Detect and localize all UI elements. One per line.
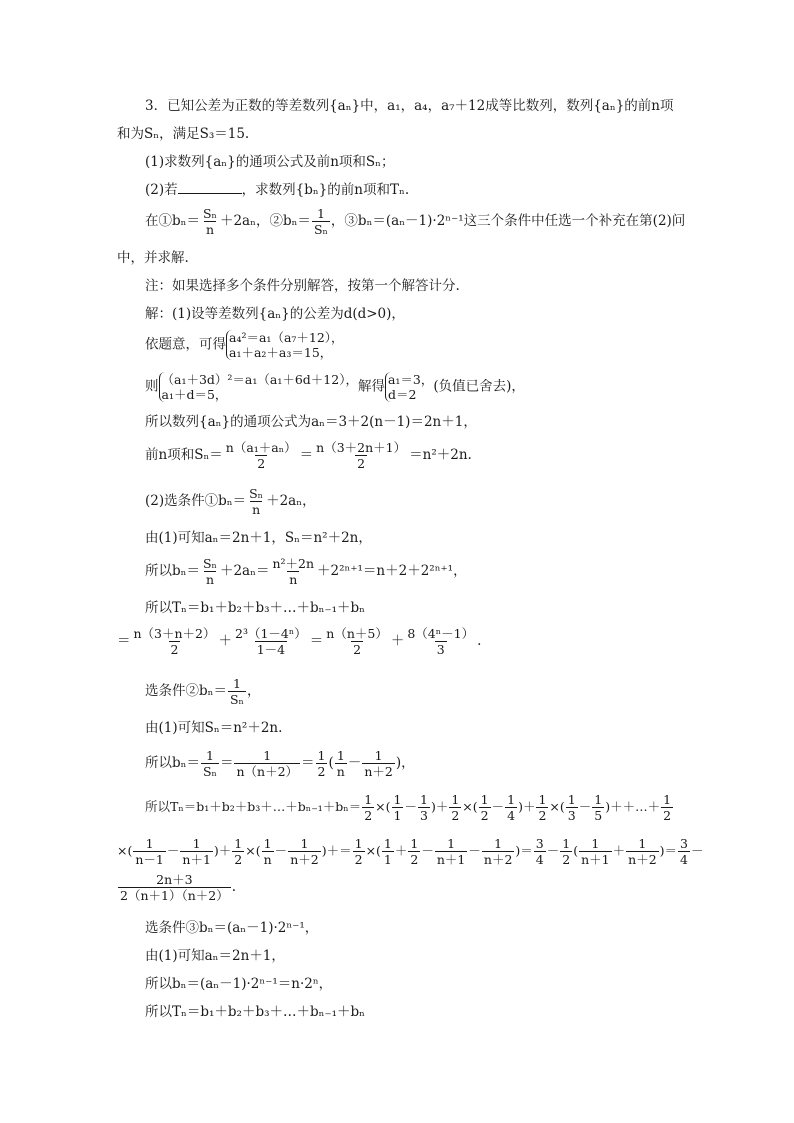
fraction: $\frac{1}{\text{Sₙ}}$ [313, 206, 328, 237]
fraction: $\frac{3}{4}$ [680, 836, 688, 867]
fraction: $\frac{1}{2}$ [663, 792, 672, 823]
fraction: $\frac{\text{Sₙ}}{n}$ [249, 486, 264, 517]
fraction: $\frac{1}{2}$ [410, 836, 419, 867]
condition1-line5: ＝ $\frac{n(3+n+2)}{2}$ ＋ $\frac{\text{2³（1－4ⁿ）}}{1-4}$ ＝ $\frac{n(n+5)}{2}$ ＋ $\frac{\text{8（4ⁿ－1）}}{3}$ . [117, 626, 482, 657]
problem-stem-line1: 3．已知公差为正数的等差数列{aₙ}中，a₁，a₄，a₇＋12成等比数列，数列{aₙ}的前n项 [145, 98, 674, 114]
condition2-line5: ×( $\frac{1}{n-1}$ － $\frac{1}{n+1}$ )＋ $\frac{1}{2}$ ×( $\frac{1}{n}$ － $\frac{1}{n+2}$ )＋＝ $\frac{1}{2}$ ×( $\frac{1}{1}$ ＋ $\frac{1}{2}$ － $\frac{1}{n+1}$ － $\frac{1}{n+2}$ )＝ $\frac{3}{4}$ － $\frac{1}{2}$ ( $\frac{1}{n+1}$ ＋ $\frac{1}{n+2}$ )＝ $\frac{3}{4}$ － [117, 836, 704, 867]
condition1-line2: 由(1)可知aₙ＝2n＋1，Sₙ＝n²＋2n， [145, 530, 372, 546]
fraction: $\frac{1}{n+1}$ [581, 836, 610, 867]
condition3-line2: 由(1)可知aₙ＝2n＋1， [145, 948, 285, 964]
fraction: $\frac{n(3+n+2)}{2}$ [133, 626, 216, 657]
fraction: $\frac{1}{5}$ [594, 792, 603, 823]
condition2-line4: 所以Tₙ＝b₁＋b₂＋b₃＋…＋bₙ₋₁＋bₙ＝ $\frac{1}{2}$ ×( $\frac{1}{1}$ － $\frac{1}{3}$ )＋ $\frac{1}{2}$ ×( $\frac{1}{2}$ － $\frac{1}{4}$ )＋ $\frac{1}{2}$ ×( $\frac{1}{3}$ － $\frac{1}{5}$ )＋＋…＋ $\frac{1}{2}$ [145, 792, 672, 823]
fraction: $\frac{n(3+2n+1)}{2}$ [316, 440, 407, 471]
equation-system: （a₁＋3d）²＝a₁（a₁＋6d＋12）， a₁＋d＝5， [159, 372, 358, 402]
fraction: $\frac{1}{2}$ [538, 792, 547, 823]
fill-blank [178, 181, 242, 194]
fraction: $\frac{2n+3}{2(n+1)(n+2)}$ [120, 872, 229, 903]
fraction: $\frac{\text{2³（1－4ⁿ）}}{1-4}$ [235, 626, 307, 657]
fraction: $\frac{1}{n-1}$ [135, 836, 164, 867]
fraction: $\frac{1}{\text{Sₙ}}$ [202, 748, 217, 779]
condition2-line2: 由(1)可知Sₙ＝n²＋2n. [145, 720, 283, 736]
fraction: $\frac{1}{1}$ [383, 836, 392, 867]
solution-step-4: 所以数列{aₙ}的通项公式为aₙ＝3＋2(n－1)＝2n＋1， [145, 414, 477, 430]
conditions-line1: 在①bₙ＝ $\frac{\text{Sₙ}}{n}$ ＋2aₙ，②bₙ＝ $\frac{1}{\text{Sₙ}}$ ，③bₙ＝(aₙ－1)·2ⁿ⁻¹这三个条件中任选一个补充在第(2)问 [145, 206, 686, 237]
solution-step-2: 依题意，可得 a₄²＝a₁（a₇＋12）， a₁＋a₂＋a₃＝15， [145, 330, 344, 360]
fraction: $\frac{\text{Sₙ}}{n}$ [202, 556, 217, 587]
solution-step-1: 解：(1)设等差数列{aₙ}的公差为d(d>0)， [145, 306, 405, 322]
fraction: $\frac{1}{2}$ [234, 836, 243, 867]
fraction: $\frac{1}{n+2}$ [290, 836, 319, 867]
fraction: $\frac{1}{n+1}$ [182, 836, 211, 867]
condition3-heading: 选条件③bₙ＝(aₙ－1)·2ⁿ⁻¹， [145, 920, 319, 936]
fraction: $\frac{1}{2}$ [562, 836, 571, 867]
fraction: $\frac{\text{Sₙ}}{n}$ [202, 206, 217, 237]
fraction: $\frac{1}{2}$ [480, 792, 489, 823]
problem-stem-line2: 和为Sₙ，满足S₃＝15. [117, 126, 250, 142]
fraction: $\frac{1}{\text{Sₙ}}$ [229, 676, 244, 707]
fraction: $\frac{1}{n+2}$ [364, 748, 393, 779]
fraction: $\frac{1}{2}$ [354, 836, 363, 867]
solution-step-3: 则 （a₁＋3d）²＝a₁（a₁＋6d＋12）， a₁＋d＝5， 解得 a₁＝3， d＝2 (负值已舍去)， [145, 372, 525, 402]
fraction: $\frac{\text{n²＋2n}}{n}$ [272, 556, 315, 587]
fraction: $\frac{1}{n+2}$ [483, 836, 513, 867]
fraction: $\frac{1}{n(n+2)}$ [236, 748, 299, 779]
equation-system: a₄²＝a₁（a₇＋12）， a₁＋a₂＋a₃＝15， [226, 330, 344, 360]
fraction: $\frac{1}{n+1}$ [436, 836, 466, 867]
fraction: $\frac{1}{2}$ [451, 792, 460, 823]
fraction: $\frac{1}{n}$ [263, 836, 272, 867]
fraction: $\frac{1}{n}$ [336, 748, 345, 779]
fraction: $\frac{\text{8（4ⁿ－1）}}{3}$ [407, 626, 475, 657]
fraction: $\frac{1}{4}$ [507, 792, 516, 823]
condition3-line4: 所以Tₙ＝b₁＋b₂＋b₃＋…＋bₙ₋₁＋bₙ [145, 1004, 366, 1020]
condition1-line3: 所以bₙ＝ $\frac{\text{Sₙ}}{n}$ ＋2aₙ＝ $\frac{\text{n²＋2n}}{n}$ ＋2²ⁿ⁺¹＝n＋2＋2²ⁿ⁺¹， [145, 556, 467, 587]
equation-system: a₁＝3， d＝2 [385, 372, 433, 402]
condition2-heading: 选条件②bₙ＝ $\frac{1}{\text{Sₙ}}$ ， [145, 676, 261, 707]
condition1-heading: (2)选条件①bₙ＝ $\frac{\text{Sₙ}}{n}$ ＋2aₙ， [145, 486, 316, 517]
fraction: $\frac{1}{3}$ [420, 792, 428, 823]
condition2-line3: 所以bₙ＝ $\frac{1}{\text{Sₙ}}$ ＝ $\frac{1}{n(n+2)}$ ＝ $\frac{1}{2}$ ( $\frac{1}{n}$ － $\frac{1}{n+2}$ )， [145, 748, 415, 779]
question-1: (1)求数列{aₙ}的通项公式及前n项和Sₙ； [145, 154, 395, 170]
fraction: $\frac{1}{2}$ [364, 792, 373, 823]
fraction: $\frac{\text{n（a₁＋aₙ）}}{2}$ [225, 440, 297, 471]
scoring-note: 注：如果选择多个条件分别解答，按第一个解答计分. [145, 278, 460, 294]
fraction: $\frac{3}{4}$ [535, 836, 544, 867]
condition1-line4: 所以Tₙ＝b₁＋b₂＋b₃＋…＋bₙ₋₁＋bₙ [145, 600, 366, 616]
question-2: (2)若 ，求数列{bₙ}的前n项和Tₙ. [145, 182, 410, 198]
solution-step-5: 前n项和Sₙ＝ $\frac{\text{n（a₁＋aₙ）}}{2}$ ＝ $\frac{n(3+2n+1)}{2}$ ＝n²＋2n. [145, 440, 472, 471]
fraction: $\frac{1}{n+2}$ [628, 836, 657, 867]
condition3-line3: 所以bₙ＝(aₙ－1)·2ⁿ⁻¹＝n·2ⁿ， [145, 976, 333, 992]
fraction: $\frac{n(n+5)}{2}$ [326, 626, 388, 657]
conditions-line2: 中，并求解. [117, 250, 189, 266]
condition2-line6: $\frac{2n+3}{2(n+1)(n+2)}$ . [120, 872, 237, 903]
fraction: $\frac{1}{3}$ [567, 792, 576, 823]
fraction: $\frac{1}{2}$ [317, 748, 326, 779]
fraction: $\frac{1}{1}$ [393, 792, 402, 823]
